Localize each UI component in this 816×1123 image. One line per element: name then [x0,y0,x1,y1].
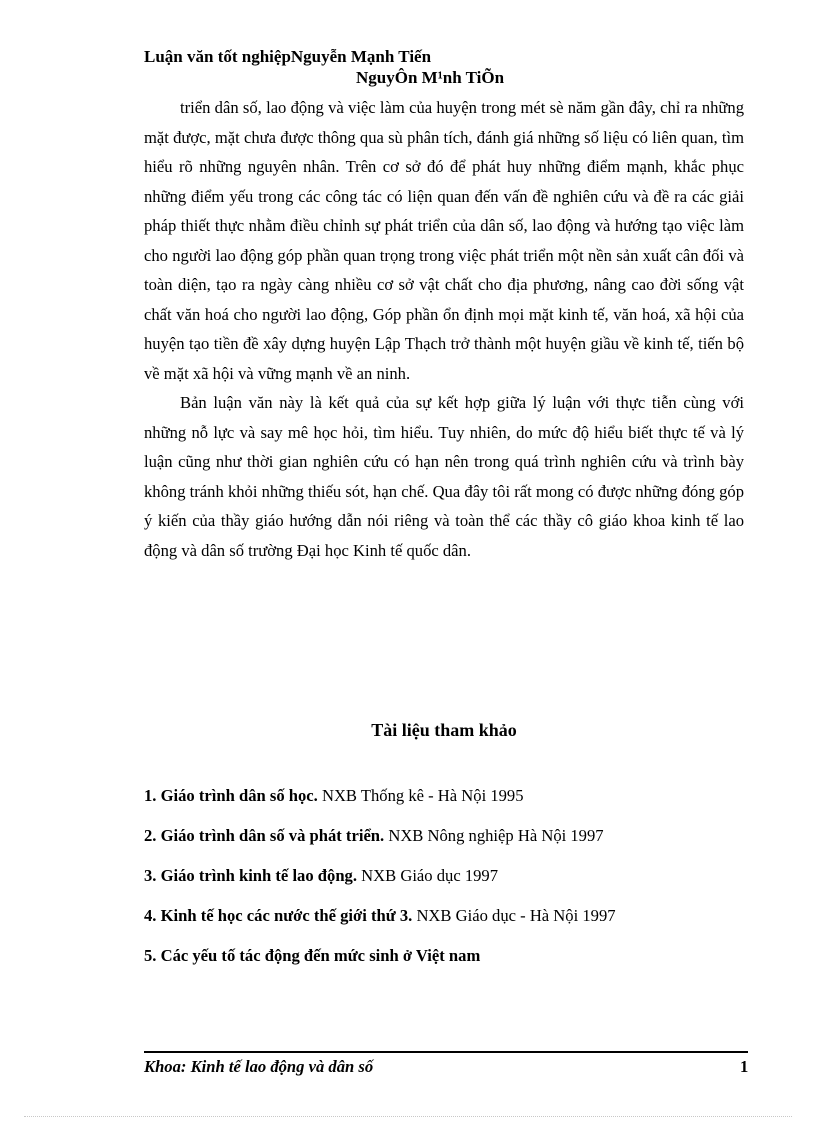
reference-publisher: NXB Nông nghiệp Hà Nội 1997 [384,826,604,845]
reference-publisher: NXB Giáo dục - Hà Nội 1997 [412,906,616,925]
reference-publisher: NXB Thống kê - Hà Nội 1995 [317,786,524,805]
body-text [144,93,744,565]
reference-item-4 [144,906,616,926]
reference-title: 3. Giáo trình kinh tế lao động. [144,866,357,885]
reference-publisher: NXB Giáo dục 1997 [357,866,499,885]
reference-title: 2. Giáo trình dân số và phát triển. [144,826,385,845]
reference-item-1 [144,786,524,806]
reference-title: 1. Giáo trình dân số học. [144,786,318,805]
running-header-title: Luận văn tốt nghiệpNguyễn Mạnh Tiến [144,47,432,66]
page-bottom-edge [24,1116,792,1117]
reference-item-3 [144,866,498,886]
reference-item-5 [144,946,480,966]
footer-divider [144,1051,748,1053]
footer-faculty: Khoa: Kinh tế lao động và dân số [144,1057,374,1076]
paragraph-2: Bản luận văn này là kết quả của sự kết hợp giữa lý luận với thực tiễn cùng với những nỗ lực và say mê học hỏi, tìm hiểu. Tuy nhiên, do mức độ hiểu biết thực tế và lý luận cũng như thời gian nghiên cứu có hạn nên trong quá trình nghiên cứu và trình bày không tránh khỏi những thiếu sót, hạn chế. Qua đây tôi rất mong có được những đóng góp ý kiến của thầy giáo hướng dẫn nói riêng và toàn thể các thầy cô giáo khoa kinh tế lao động và dân số trường Đại học Kinh tế quốc dân. [144,393,744,560]
paragraph-1: triển dân số, lao động và việc làm của huyện trong mét sè năm gần đây, chỉ ra những mặt được, mặt chưa được thông qua sù phân tích, đánh giá những số liệu có liên quan, tìm hiểu rõ những nguyên nhân. Trên cơ sở đó để phát huy những điểm mạnh, khắc phục những điểm yếu trong các công tác có liện quan đến vấn đề nghiên cứu và đề ra các giải pháp thiết thực nhằm điều chỉnh sự phát triển của dân số, lao động và hướng tạo việc làm cho người lao động góp phần quan trọng trong việc phát triển một nền sản xuất cân đối và toàn diện, tạo ra ngày càng nhiều cơ sở vật chất cho địa phương, nâng cao đời sống vật chất văn hoá cho người lao động, Góp phần ổn định mọi mặt kinh tế, văn hoá, xã hội của huyện tạo tiền đề xây dựng huyện Lập Thạch trở thành một huyện giầu về kinh tế, tiến bộ về mặt xã hội và vững mạnh về an ninh. [144,98,744,383]
running-header-author: NguyÔn M¹nh TiÕn [356,68,505,87]
reference-title: 4. Kinh tế học các nước thế giới thứ 3. [144,906,413,925]
page-number: 1 [740,1057,749,1076]
reference-item-2 [144,826,604,846]
reference-title: 5. Các yếu tố tác động đến mức sinh ở Việt nam [144,946,481,965]
references-title: Tài liệu tham khảo [371,720,517,740]
